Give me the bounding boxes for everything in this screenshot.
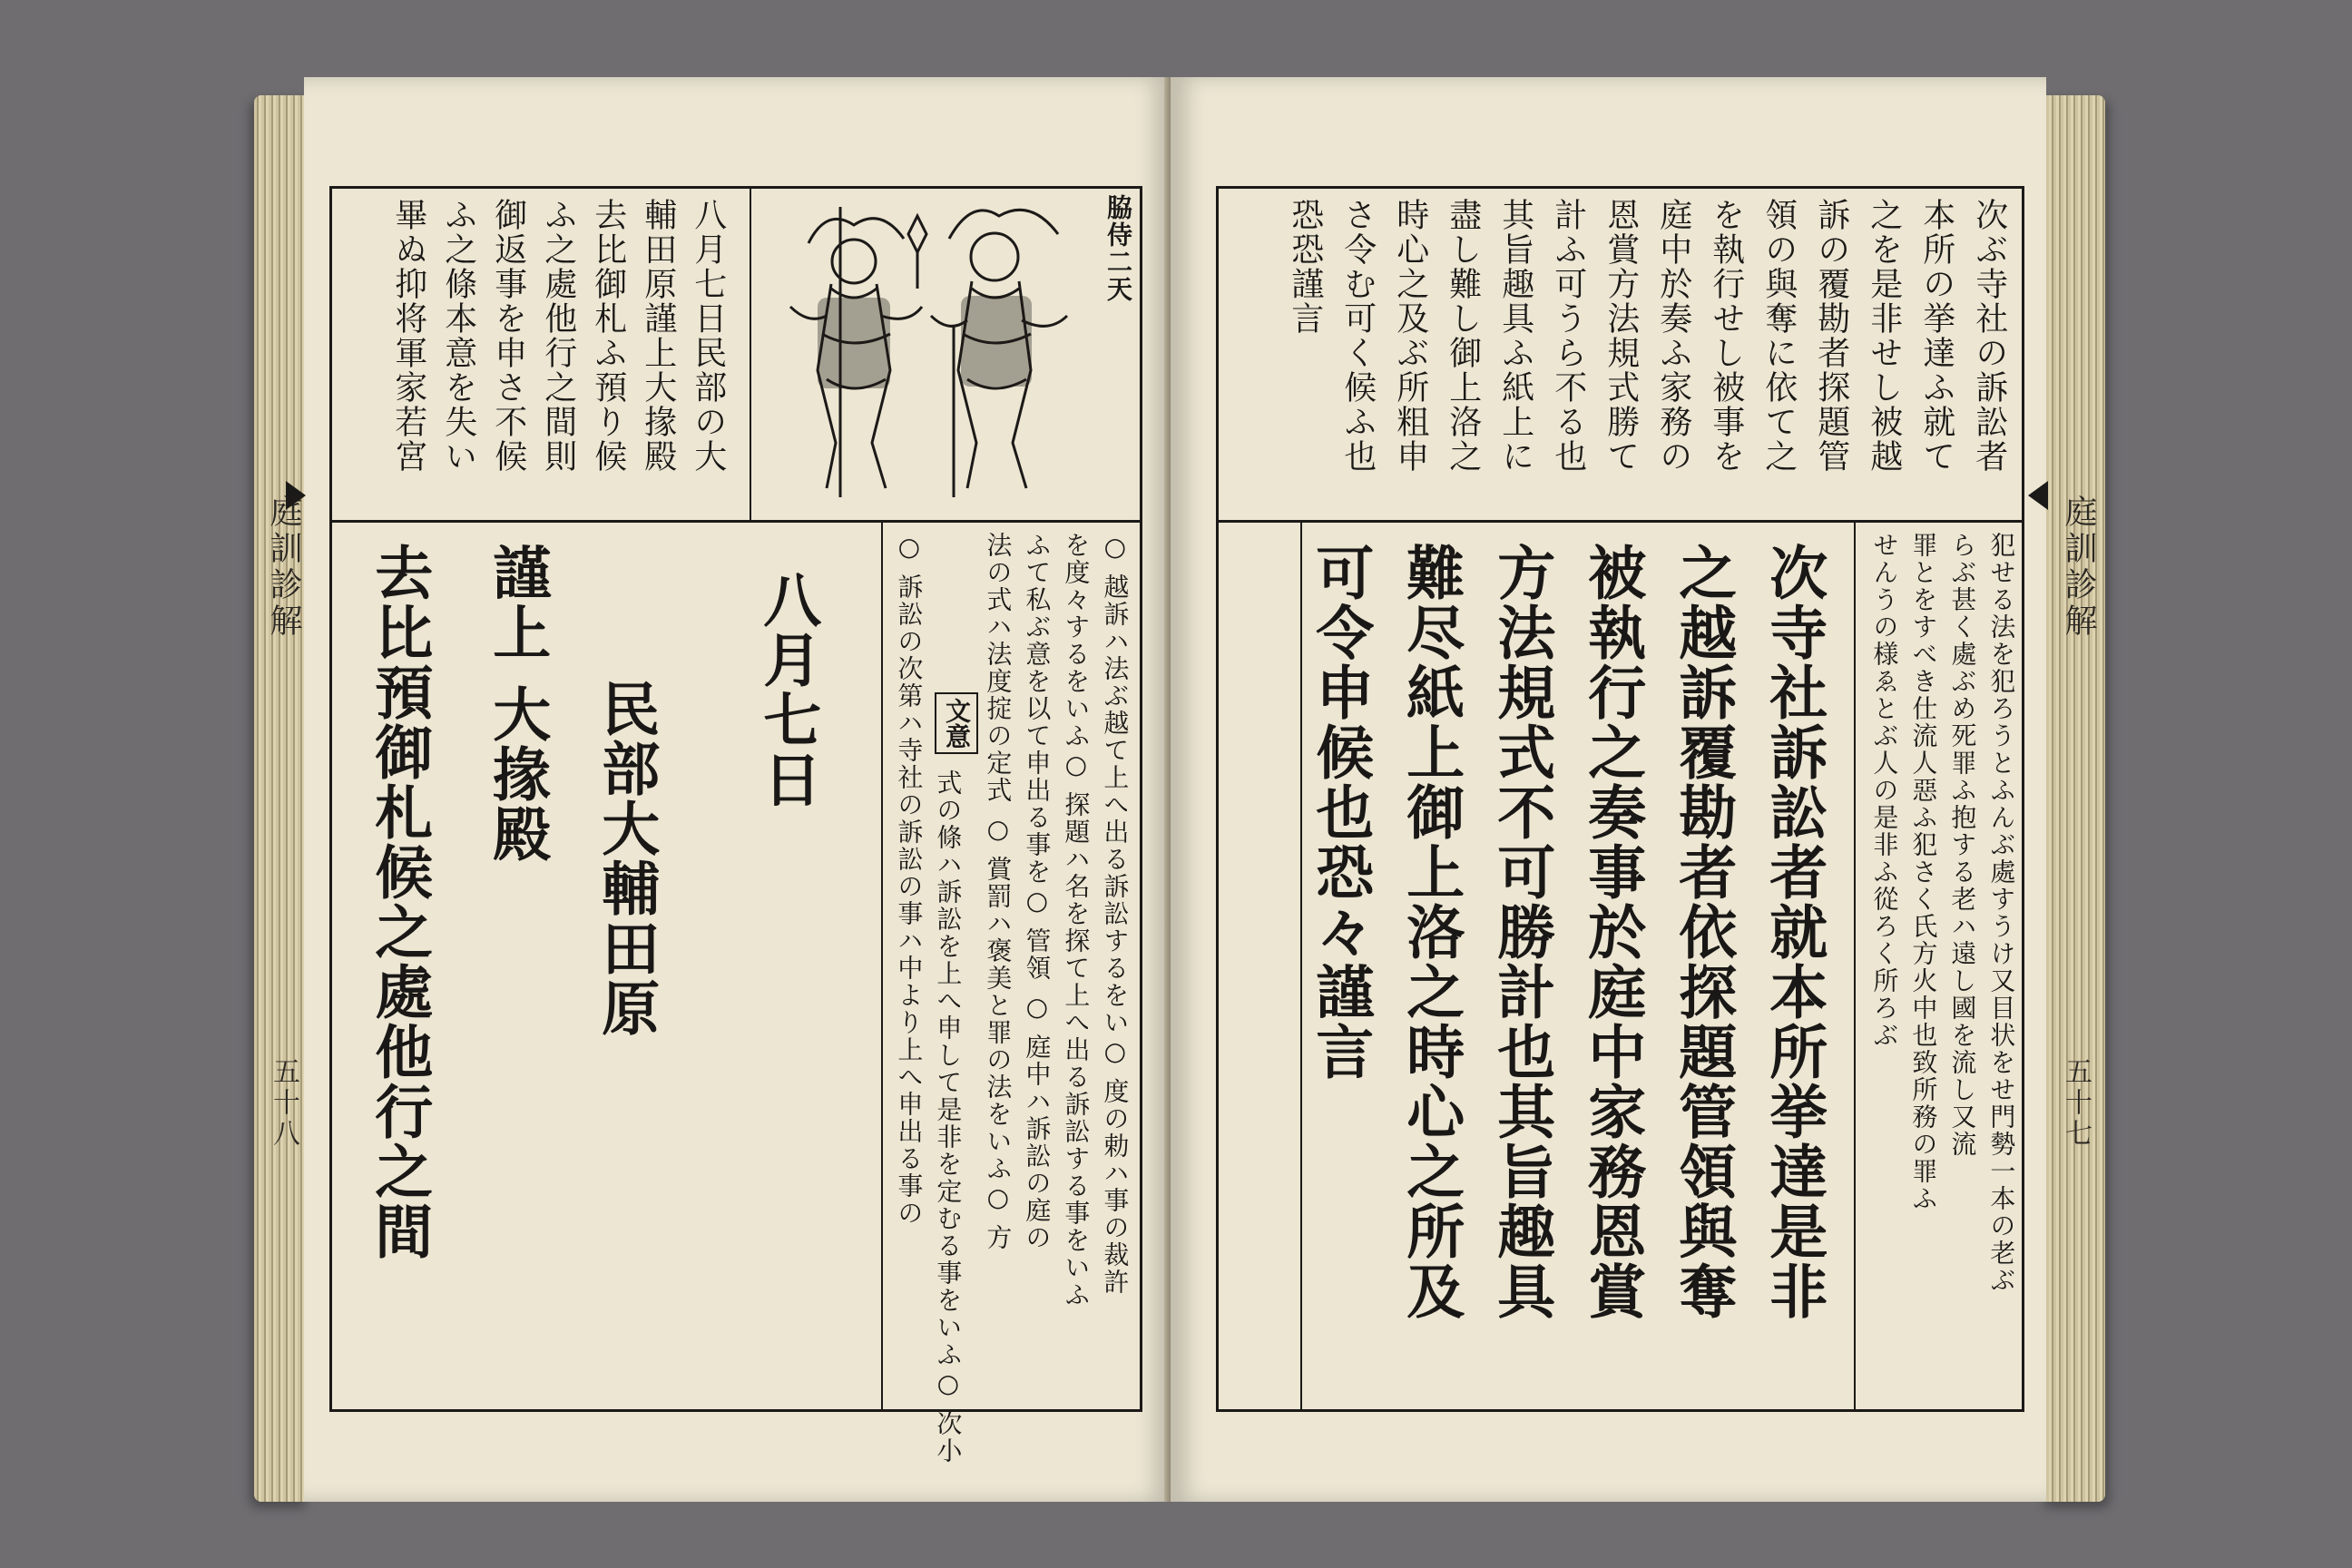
right-commentary-col-4: せんうの様ゑとぶ人の是非ふ從ろく所ろぶ <box>1869 532 1900 1049</box>
right-page <box>1171 77 2097 1502</box>
right-upper-col-3: 之を是非せし被越 <box>1865 198 1903 474</box>
left-page <box>265 77 1171 1502</box>
right-main-col-3: 被執行之奏事於庭中家務恩賞 <box>1578 543 1647 1321</box>
right-running-title: 庭訓診解 <box>2060 495 2097 640</box>
left-commentary-col-3: ふて私ぶ意を以て申出る事を○ 管領 ○ 庭中ハ訴訟の庭の <box>1022 532 1053 1251</box>
right-upper-col-6: を執行せし被事を <box>1707 198 1745 474</box>
right-upper-col-14: 恐恐謹言 <box>1286 198 1324 336</box>
right-upper-col-1: 次ぶ寺社の訴訟者 <box>1970 198 2008 474</box>
right-commentary-col-3: 罪とをすべき仕流人惡ふ犯さく氏方火中也致所務の罪ふ <box>1908 532 1939 1212</box>
left-upper-col-3: 去比御札ふ預り候 <box>589 198 627 474</box>
right-upper-col-5: 領の與奪に依て之 <box>1759 198 1798 474</box>
bunni-label-box: 文意 <box>935 692 978 754</box>
right-upper-col-11: 盡し難し御上洛之 <box>1444 198 1482 474</box>
left-commentary-col-2: を度々するをいふ○ 探題ハ名を探て上へ出る訴訟する事をいふ <box>1061 532 1092 1308</box>
right-folio: 五十七 <box>2060 1057 2092 1150</box>
left-page-edges <box>254 95 309 1502</box>
right-upper-col-9: 計ふ可うら不る也 <box>1549 198 1587 474</box>
right-upper-col-8: 恩賞方法規式勝て <box>1602 198 1640 474</box>
left-folio: 五十八 <box>268 1057 299 1150</box>
left-main-col-3: 謹上 大掾殿 <box>483 543 552 865</box>
left-upper-col-1: 八月七日民部の大 <box>689 198 727 474</box>
left-running-title: 庭訓診解 <box>265 495 302 640</box>
left-commentary-col-6: ○ 訴訟の次第ハ寺社の訴訟の事ハ中より上へ申出る事の <box>894 532 925 1227</box>
left-upper-col-2: 輔田原謹上大掾殿 <box>639 198 677 474</box>
right-main-col-5: 難尽紙上御上洛之時心之所及 <box>1396 543 1465 1321</box>
left-frame <box>329 186 1142 1465</box>
right-upper-col-4: 訴の覆勘者探題管 <box>1812 198 1850 474</box>
right-upper-col-10: 其旨趣具ふ紙上に <box>1496 198 1534 474</box>
right-upper-col-2: 本所の挙達ふ就て <box>1917 198 1955 474</box>
illustration-caption: 脇侍二天 <box>1103 194 1133 303</box>
right-commentary-col-2: らぶ甚く處ぶめ死罪ふ抱する老ハ遠し國を流し又流 <box>1947 532 1978 1158</box>
guardian-kings-illustration <box>754 189 1135 520</box>
left-main-col-1: 八月七日 <box>753 570 822 809</box>
right-main-col-6: 可令申候也恐々謹言 <box>1306 543 1375 1082</box>
left-upper-col-4: ふ之處他行之間則 <box>539 198 577 474</box>
left-upper-col-7: 畢ぬ抑将軍家若宮 <box>389 198 427 474</box>
left-main-col-4: 去比預御札候之處他行之間 <box>365 543 434 1261</box>
right-main-col-2: 之越訴覆勘者依探題管領與奪 <box>1669 543 1738 1321</box>
left-upper-col-6: ふ之條本意を失い <box>439 198 477 474</box>
guardian-figures-image <box>754 189 1099 506</box>
right-main-col-4: 方法規式不可勝計也其旨趣具 <box>1487 543 1556 1321</box>
right-commentary-col-1: 犯せる法を犯ろうとふんぶ處すうけ又目状をせ門勢一本の老ぶ <box>1986 532 2017 1294</box>
left-commentary-col-5: 式の條ハ訴訟を上へ申して是非を定むる事をいふ○ 次小 <box>933 769 964 1465</box>
right-main-col-1: 次寺社訴訟者就本所挙達是非 <box>1759 543 1828 1321</box>
left-upper-col-5: 御返事を申さ不候 <box>489 198 527 474</box>
right-upper-col-13: さ令む可く候ふ也 <box>1338 198 1377 474</box>
right-upper-col-12: 時心之及ぶ所粗申 <box>1391 198 1429 474</box>
right-page-marker <box>2028 481 2048 510</box>
right-page-edges <box>2042 95 2105 1502</box>
left-commentary-col-4: 法の式ハ法度掟の定式 ○ 賞罰ハ褒美と罪の法をいふ○ 方 <box>983 532 1014 1251</box>
left-page-marker <box>286 481 306 510</box>
open-book <box>254 68 2105 1520</box>
left-commentary-col-1: ○ 越訴ハ法ぶ越て上へ出る訴訟するをい○ 度の勅ハ事の裁許 <box>1100 532 1131 1296</box>
left-main-col-2: 民部大輔田原 <box>592 679 661 1038</box>
right-frame <box>1216 186 2024 1412</box>
right-upper-col-7: 庭中於奏ふ家務の <box>1654 198 1692 474</box>
